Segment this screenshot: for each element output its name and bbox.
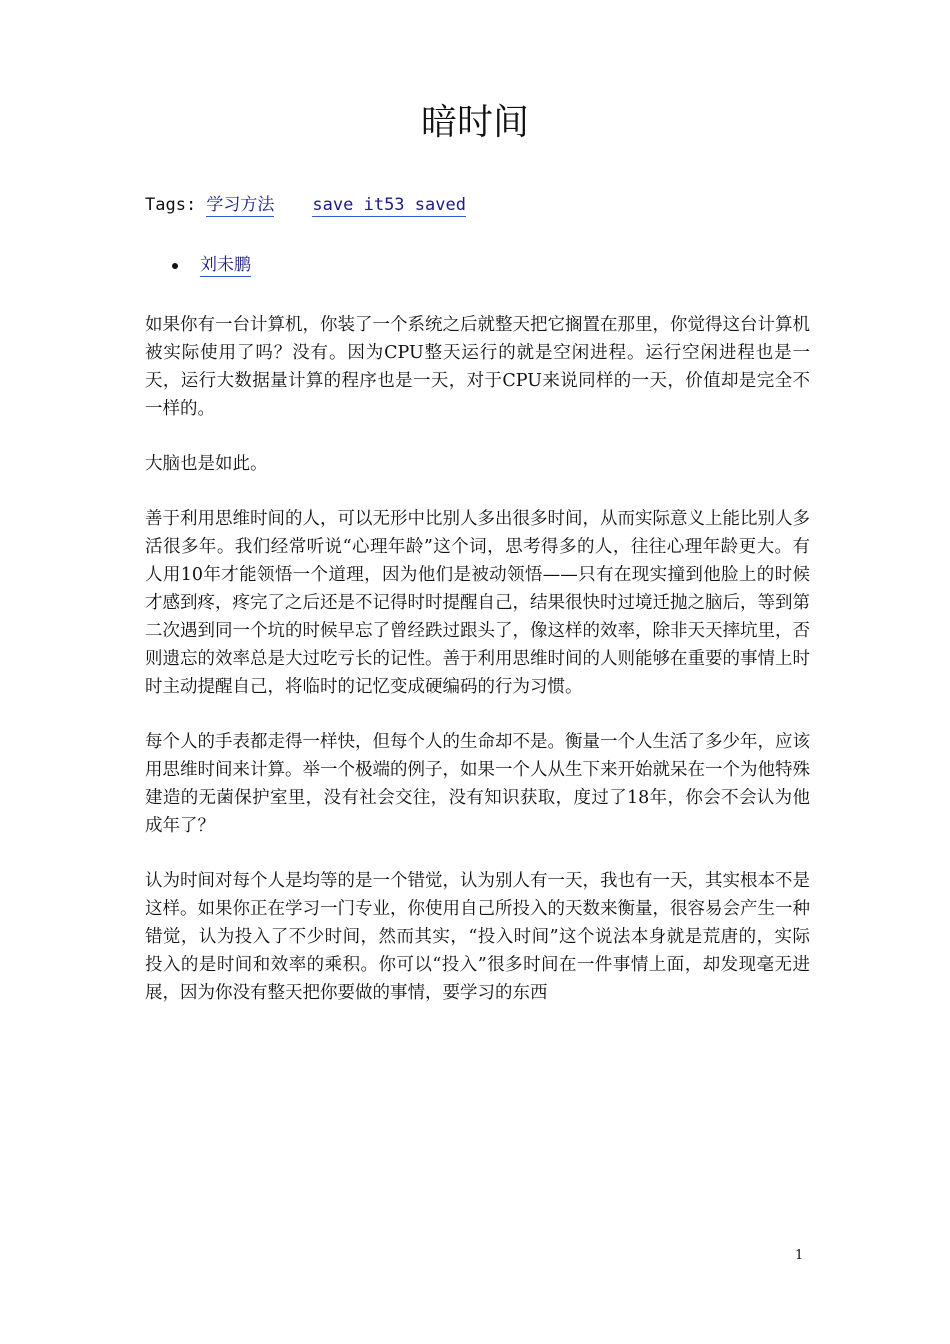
paragraph-1: 如果你有一台计算机，你装了一个系统之后就整天把它搁置在那里，你觉得这台计算机被实际使用了吗？没有。因为CPU整天运行的就是空闲进程。运行空闲进程也是一天，运行大数据量计算的程序也是一天，对于CPU来说同样的一天，价值却是完全不一样的。 — [145, 315, 810, 419]
bullet-icon — [172, 263, 178, 269]
tags-line — [145, 192, 466, 218]
author-link[interactable]: 刘未鹏 — [200, 255, 251, 275]
list-item — [172, 251, 251, 279]
tags-label: Tags: — [145, 195, 207, 215]
author-list — [172, 251, 251, 279]
page-title: 暗时间 — [420, 102, 529, 143]
tag-link-study-method[interactable]: 学习方法 — [206, 195, 275, 215]
paragraph-3: 善于利用思维时间的人，可以无形中比别人多出很多时间，从而实际意义上能比别人多活很多年。我们经常听说“心理年龄”这个词，思考得多的人，往往心理年龄更大。有人用10年才能领悟一个道理，因为他们是被动领悟——只有在现实撞到他脸上的时候才感到疼，疼完了之后还是不记得时时提醒自己，结果很快时过境迁抛之脑后，等到第二次遇到同一个坑的时候早忘了曾经跌过跟头了，像这样的效率，除非天天摔坑里，否则遗忘的效率总是大过吃亏长的记性。善于利用思维时间的人则能够在重要的事情上时时主动提醒自己，将临时的记忆变成硬编码的行为习惯。 — [145, 509, 810, 697]
article-body — [145, 311, 810, 1034]
paragraph-2: 大脑也是如此。 — [145, 454, 268, 474]
paragraph-5: 认为时间对每个人是均等的是一个错觉，认为别人有一天，我也有一天，其实根本不是这样。如果你正在学习一门专业，你使用自己所投入的天数来衡量，很容易会产生一种错觉，认为投入了不少时间，然而其实，“投入时间”这个说法本身就是荒唐的，实际投入的是时间和效率的乘积。你可以“投入”很多时间在一件事情上面，却发现毫无进展，因为你没有整天把你要做的事情，要学习的东西 — [145, 871, 810, 1003]
page-number: 1 — [795, 1248, 804, 1263]
save-link[interactable]: save it53 saved — [312, 195, 466, 215]
paragraph-4: 每个人的手表都走得一样快，但每个人的生命却不是。衡量一个人生活了多少年，应该用思维时间来计算。举一个极端的例子，如果一个人从生下来开始就呆在一个为他特殊建造的无菌保护室里，没有社会交往，没有知识获取，度过了18年，你会不会认为他成年了？ — [145, 732, 810, 836]
